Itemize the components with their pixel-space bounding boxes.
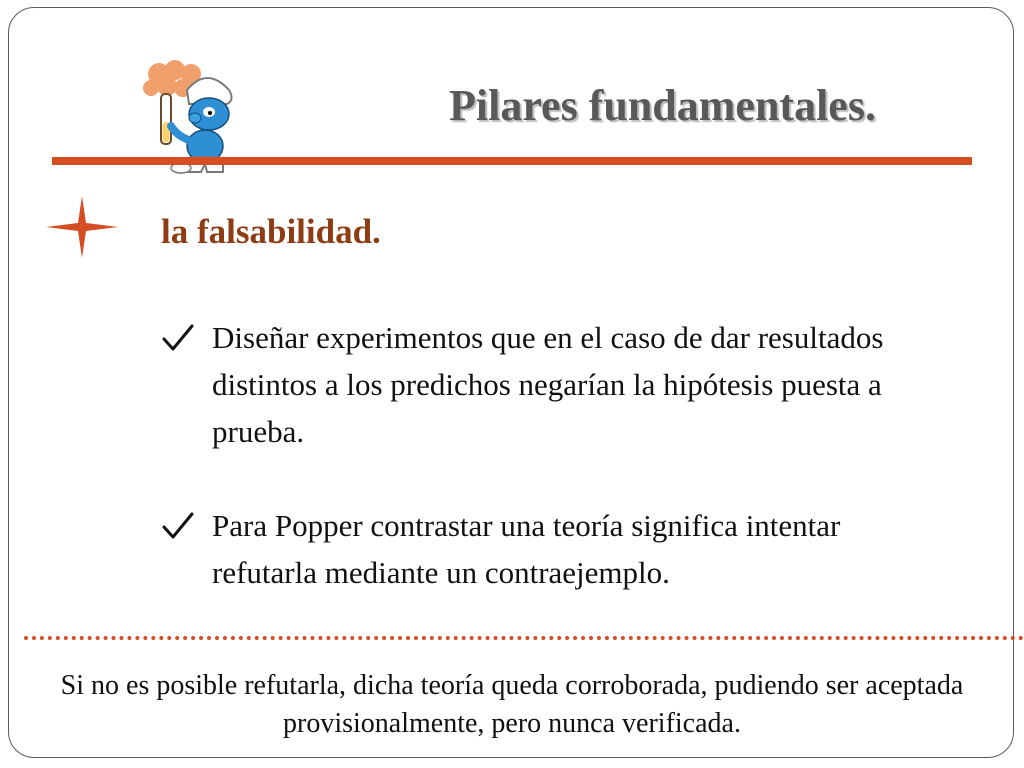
- list-item: [161, 502, 951, 596]
- footer-note: Si no es posible refutarla, dicha teoría queda corroborada, pudiendo ser aceptada provisionalmente, pero nunca verificada.: [60, 670, 964, 739]
- slide-title: Pilares fundamentales.: [449, 81, 876, 130]
- bullet-text: Para Popper contrastar una teoría significa intentar refutarla mediante un contraejemplo.: [212, 508, 841, 590]
- bullet-list: [161, 314, 951, 596]
- four-point-star-icon: [46, 196, 118, 258]
- bullet-text: Diseñar experimentos que en el caso de dar resultados distintos a los predichos negarían la hipótesis puesta a prueba.: [212, 320, 884, 449]
- title-underline: [52, 157, 972, 165]
- list-item: [161, 314, 951, 455]
- checkmark-icon: [161, 323, 195, 353]
- checkmark-icon: [161, 511, 195, 541]
- section-heading: la falsabilidad.: [161, 212, 381, 251]
- dotted-divider: [24, 636, 1024, 640]
